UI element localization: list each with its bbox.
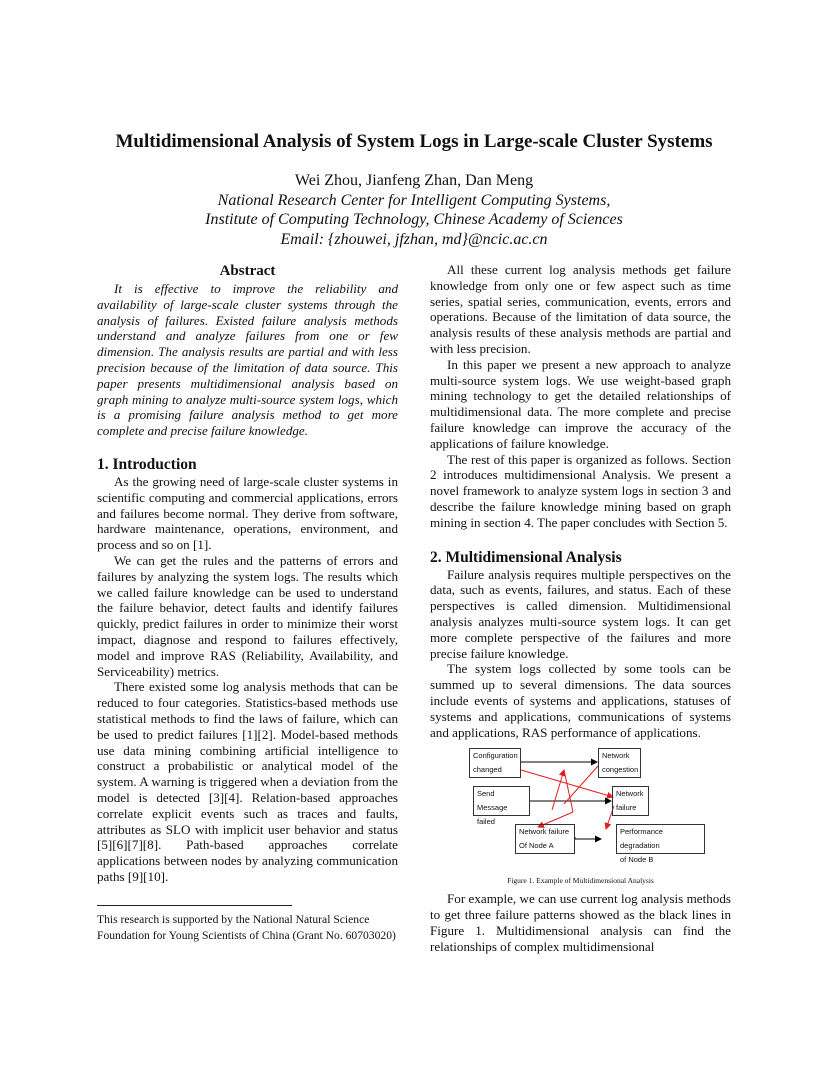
- section-2-paragraph-2: The system logs collected by some tools can be summed up to several dimensions. The data sources include events of systems and applications, statuses of systems and applications, communications of systems and applications, RAS performance of applications.: [430, 661, 731, 740]
- node-performance-degradation-node-b: Performance degradation of Node B: [616, 824, 705, 854]
- node-network-failure-node-a: Network failure Of Node A: [515, 824, 575, 854]
- section-1-paragraph-2: We can get the rules and the patterns of errors and failures by analyzing the system logs. The results which we called failure knowledge can be used to understand the failure behavior, detect faults and identify failures quickly, predict failures in order to minimize their worst impact, diagnose and respond to failures effectively, model and improve RAS (Reliability, Availability, and Serviceability) metrics.: [97, 552, 398, 679]
- affiliation-line-1: National Research Center for Intelligent Computing Systems,: [217, 191, 611, 209]
- section-2-paragraph-1: Failure analysis requires multiple perspectives on the data, such as events, failures, and status. Each of these perspectives is called dimension. Multidimensional analysis analyzes multi-source system logs. It can get more complete perspective of the failures and more precise failure knowledge.: [430, 566, 731, 661]
- node-configuration-changed: Configuration changed: [469, 748, 521, 778]
- author-block: [0, 171, 828, 249]
- node-network-congestion: Network congestion: [598, 748, 641, 778]
- intro-paragraph-4: All these current log analysis methods get failure knowledge from only one or few aspect such as time series, spatial series, communication, events, errors and operations. Because of the limitation of data source, the analysis results of these analysis methods are partial and with less precision.: [430, 262, 731, 356]
- intro-paragraph-6: The rest of this paper is organized as follows. Section 2 introduces multidimensional Analysis. We present a novel framework to analyze system logs in section 3 and describe the failure knowledge mining based on graph mining in section 4. The paper concludes with Section 5.: [430, 451, 731, 530]
- node-send-message-failed: Send Message failed: [473, 786, 530, 816]
- edge-red-up-1: [552, 770, 564, 810]
- abstract-text: It is effective to improve the reliability and availability of large-scale cluster systems through the analysis of failures. Existed failure analysis methods understand and analyze failures from one or few dimension. The analysis results are partial and with less precision because of the limitation of data source. This paper presents multidimensional analysis based on graph mining to analyze multi-source system logs, which is a promising failure analysis method to get more complete and precise failure knowledge.: [97, 281, 398, 439]
- footnote: This research is supported by the National Natural Science Foundation for Young Scientists of China (Grant No. 60703020): [97, 913, 396, 942]
- section-1-paragraph-3: There existed some log analysis methods that can be reduced to four categories. Statistics-based methods use statistical methods to find the laws of failure, which can be used to predict failures [1][2]. Model-based methods use data mining combining artificial intelligence to construct a probabilistic or analytical model of the system. A warning is triggered when a deviation from the model is detected [3][4]. Relation-based approaches correlate explicit events such as traces and faults, attributes as SLO with implicit user behavior and status [5][6][7][8]. Path-based approaches correlate applications between nodes by analyzing communication paths [9][10].: [97, 679, 398, 884]
- left-column: [97, 262, 398, 885]
- intro-paragraph-5: In this paper we present a new approach to analyze multi-source system logs. We use weight-based graph mining technology to get the detailed relationships of multidimensional data. The more complete and precise failure knowledge can improve the accuracy of the applications of failure knowledge.: [430, 356, 731, 451]
- figure-1-diagram: [430, 748, 731, 874]
- section-1-paragraph-1: As the growing need of large-scale cluster systems in scientific computing and commercial applications, errors and failures become normal. They derive from software, hardware maintenance, operations, environment, and process and so on [1].: [97, 473, 398, 553]
- footnote-divider: [97, 905, 292, 906]
- edge-netcong-to-send-red: [564, 766, 598, 804]
- author-email: Email: {zhouwei, jfzhan, md}@ncic.ac.cn: [280, 230, 548, 248]
- right-column: [430, 262, 731, 955]
- section-1-heading: 1. Introduction: [97, 455, 197, 473]
- section-2-paragraph-3: For example, we can use current log analysis methods to get three failure patterns showed as the black lines in Figure 1. Multidimensional analysis can find the relationships of complex multidimensional: [430, 891, 731, 954]
- abstract-heading: Abstract: [219, 263, 276, 279]
- affiliation-line-2: Institute of Computing Technology, Chinese Academy of Sciences: [205, 211, 623, 228]
- author-names: Wei Zhou, Jianfeng Zhan, Dan Meng: [294, 172, 534, 189]
- edge-red-down-1: [564, 770, 573, 812]
- node-network-failure: Network failure: [612, 786, 649, 816]
- figure-1-caption: Figure 1. Example of Multidimensional Analysis: [507, 876, 654, 886]
- paper-title: Multidimensional Analysis of System Logs in Large-scale Cluster Systems: [115, 131, 713, 152]
- section-2-heading: 2. Multidimensional Analysis: [430, 548, 622, 566]
- edge-netfailA-to-perf: [575, 837, 601, 839]
